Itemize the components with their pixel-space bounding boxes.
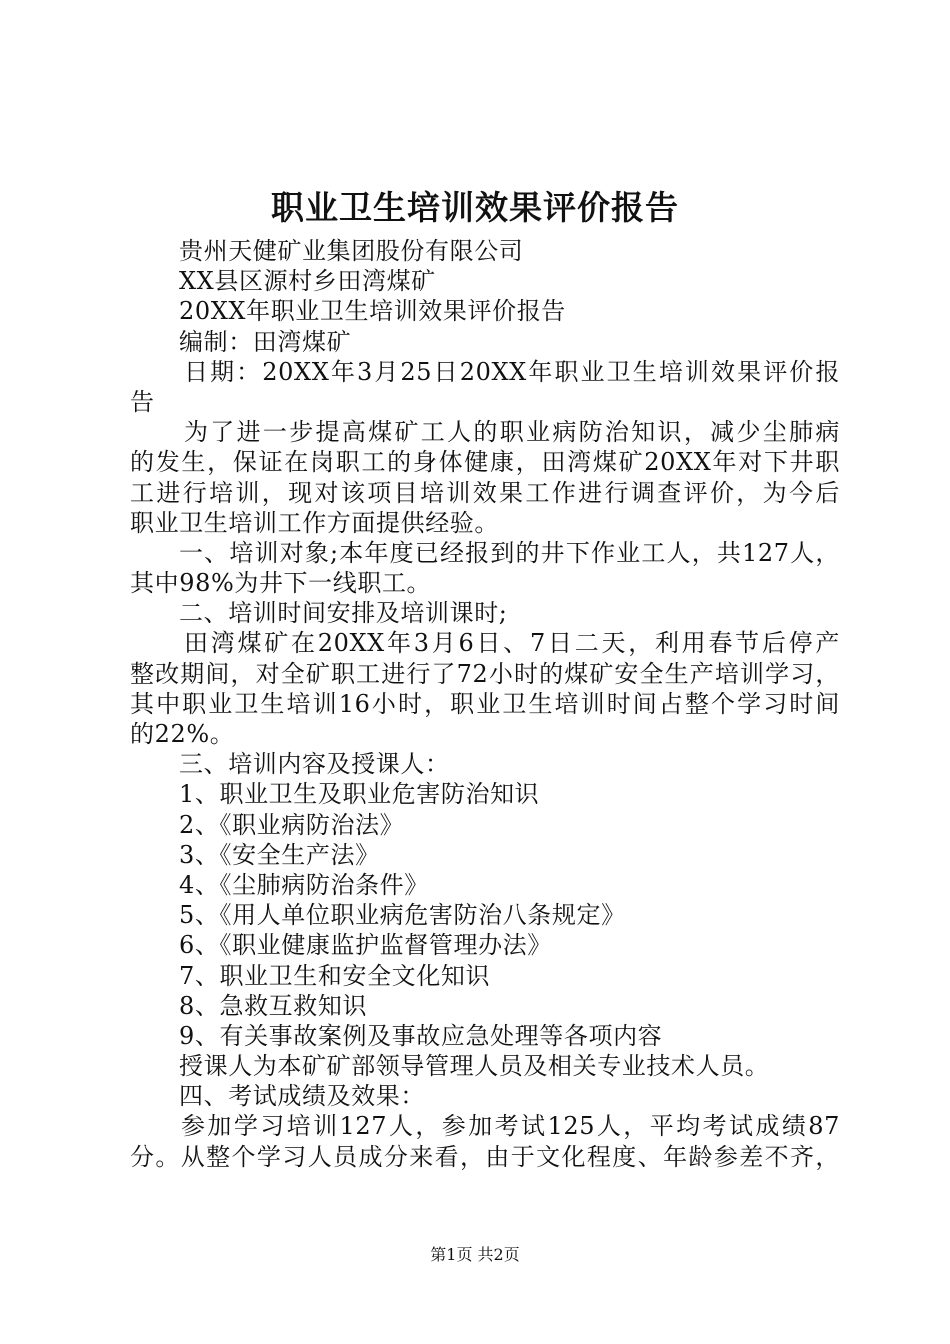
page-indicator: 第1页 共2页 <box>430 1245 520 1264</box>
list-item: 8、急救互救知识 <box>179 991 368 1020</box>
list-item: 2、《职业病防治法》 <box>179 810 405 839</box>
list-item: 1、职业卫生及职业危害防治知识 <box>179 780 540 809</box>
list-item: 5、《用人单位职业病危害防治八条规定》 <box>179 901 626 930</box>
date-line: 日期：20XX年3月25日20XX年职业卫生培训效果评价报 <box>184 357 840 386</box>
section-heading-line: 一、培训对象;本年度已经报到的井下作业工人，共127人， <box>179 538 840 567</box>
list-item: 7、职业卫生和安全文化知识 <box>179 961 491 990</box>
list-item: 3、《安全生产法》 <box>179 840 380 869</box>
list-item: 9、有关事故案例及事故应急处理等各项内容 <box>179 1021 663 1050</box>
paragraph-line: 参加学习培训127人，参加考试125人，平均考试成绩87 <box>181 1112 840 1141</box>
section-heading: 二、培训时间安排及培训课时; <box>179 599 508 628</box>
paragraph-line: 的发生，保证在岗职工的身体健康，田湾煤矿20XX年对下井职 <box>130 448 840 477</box>
document-body <box>130 236 840 1172</box>
compiler-line: 编制：田湾煤矿 <box>179 327 352 356</box>
date-line-continued: 告 <box>130 387 155 416</box>
paragraph-line: 田湾煤矿在20XX年3月6日、7日二天，利用春节后停产 <box>184 629 840 658</box>
list-item: 4、《尘肺病防治条件》 <box>179 870 429 899</box>
paragraph-line: 授课人为本矿矿部领导管理人员及相关专业技术人员。 <box>179 1052 770 1081</box>
section-heading: 四、考试成绩及效果： <box>179 1082 425 1111</box>
paragraph-line: 其中职业卫生培训16小时，职业卫生培训时间占整个学习时间 <box>130 689 840 718</box>
mine-name: XX县区源村乡田湾煤矿 <box>179 267 436 296</box>
section-heading: 三、培训内容及授课人： <box>179 750 450 779</box>
paragraph-line: 整改期间，对全矿职工进行了72小时的煤矿安全生产培训学习， <box>130 659 840 688</box>
paragraph-line: 职业卫生培训工作方面提供经验。 <box>130 508 499 537</box>
report-subtitle: 20XX年职业卫生培训效果评价报告 <box>179 297 566 326</box>
paragraph-line: 的22%。 <box>130 720 235 748</box>
paragraph-line: 为了进一步提高煤矿工人的职业病防治知识，减少尘肺病 <box>184 418 840 447</box>
paragraph-line: 工进行培训，现对该项目培训效果工作进行调查评价，为今后 <box>130 478 840 507</box>
paragraph-line: 其中98%为井下一线职工。 <box>130 569 432 598</box>
document-title: 职业卫生培训效果评价报告 <box>271 188 679 227</box>
list-item: 6、《职业健康监护监督管理办法》 <box>179 931 552 960</box>
paragraph-line: 分。从整个学习人员成分来看，由于文化程度、年龄参差不齐， <box>130 1142 840 1171</box>
company-name: 贵州天健矿业集团股份有限公司 <box>179 237 524 265</box>
